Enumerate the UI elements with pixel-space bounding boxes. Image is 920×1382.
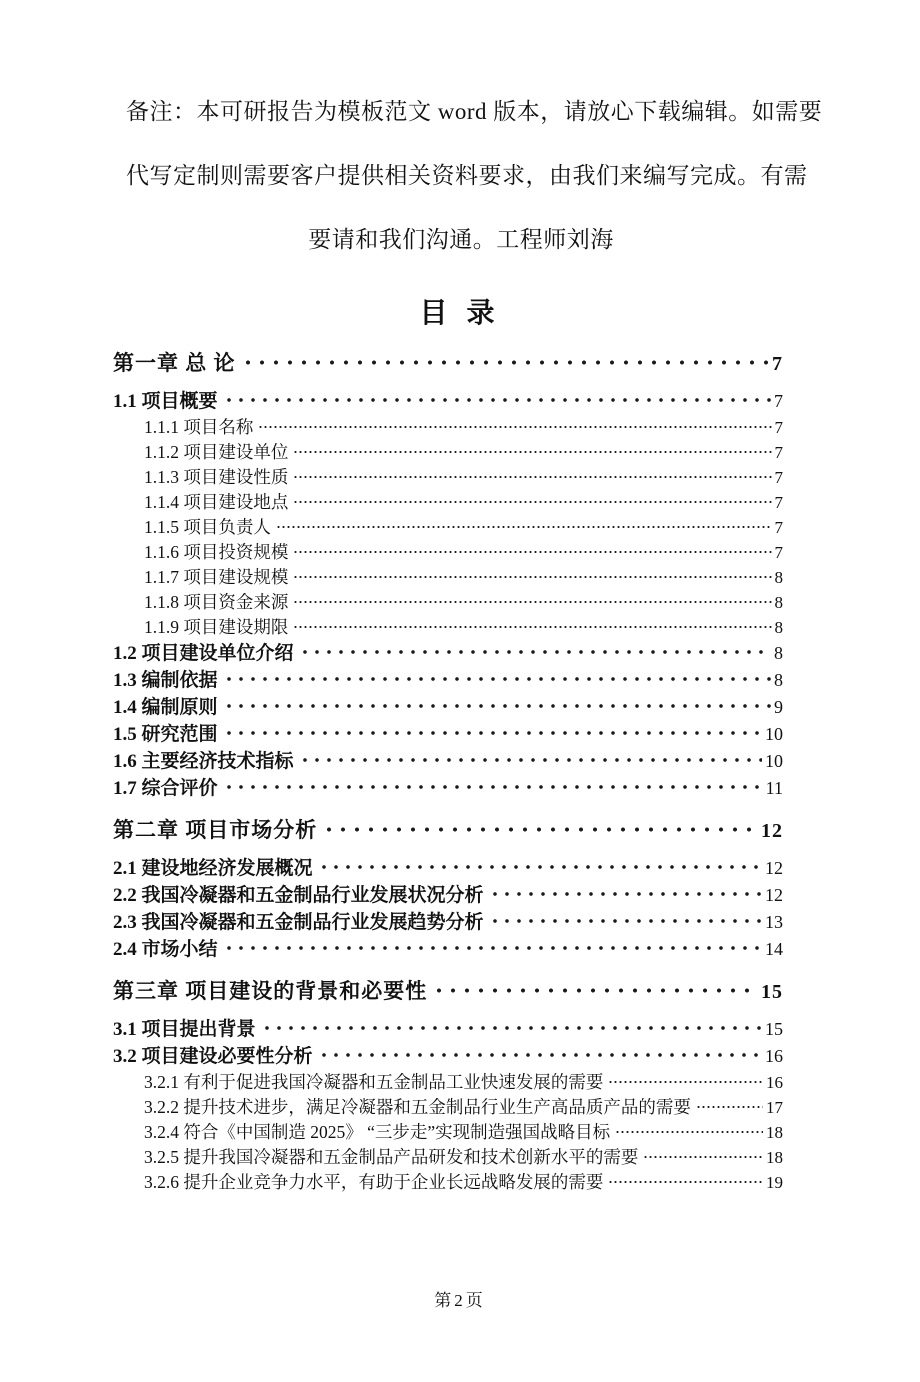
toc-entry-label: 1.1 项目概要 <box>113 391 218 412</box>
toc-entry[interactable] <box>113 1095 783 1120</box>
toc-entry-page: 16 <box>765 1046 783 1066</box>
dot-leader <box>223 676 771 686</box>
dot-leader <box>261 1025 762 1035</box>
dot-leader <box>276 525 772 533</box>
toc-entry-page: 7 <box>774 443 783 462</box>
dot-leader <box>293 450 771 458</box>
toc-chapter-page: 12 <box>761 820 783 842</box>
toc-entry-page: 8 <box>774 618 783 637</box>
toc-entry-page: 17 <box>766 1098 783 1117</box>
dot-leader <box>293 500 771 508</box>
toc-entry-label: 3.1 项目提出背景 <box>113 1019 256 1040</box>
toc-entry-label: 1.1.4 项目建设地点 <box>144 492 289 512</box>
toc-entry-page: 10 <box>765 751 783 771</box>
toc-entry-page: 7 <box>774 518 783 537</box>
toc-chapter-label: 第三章 项目建设的背景和必要性 <box>113 979 428 1003</box>
toc-entry-page: 18 <box>766 1148 783 1167</box>
dot-leader <box>293 600 771 608</box>
dot-leader <box>643 1155 763 1163</box>
toc-entry-label: 1.1.6 项目投资规模 <box>144 542 289 562</box>
toc-entry[interactable] <box>113 388 783 415</box>
toc-chapter[interactable] <box>113 976 783 1007</box>
toc-entry-label: 1.1.2 项目建设单位 <box>144 442 289 462</box>
dot-leader <box>489 891 762 901</box>
toc-chapter[interactable] <box>113 815 783 846</box>
toc-entry-page: 11 <box>765 778 783 798</box>
toc-entry-page: 12 <box>765 885 783 905</box>
toc-entry[interactable] <box>113 775 783 802</box>
toc-entry-label: 2.2 我国冷凝器和五金制品行业发展状况分析 <box>113 885 484 906</box>
toc-entry[interactable] <box>113 855 783 882</box>
toc-entry[interactable] <box>113 694 783 721</box>
dot-leader <box>293 550 771 558</box>
toc-entry-page: 8 <box>774 643 783 663</box>
dot-leader <box>608 1080 763 1088</box>
dot-leader <box>258 425 771 433</box>
toc-entry-page: 8 <box>774 670 783 690</box>
toc-entry[interactable] <box>113 721 783 748</box>
toc-entry-label: 1.1.1 项目名称 <box>144 417 254 437</box>
toc-entry[interactable] <box>113 1170 783 1195</box>
toc-entry-label: 3.2.5 提升我国冷凝器和五金制品产品研发和技术创新水平的需要 <box>144 1147 639 1167</box>
toc-entry-label: 1.1.8 项目资金来源 <box>144 592 289 612</box>
toc-entry[interactable] <box>113 565 783 590</box>
dot-leader <box>293 475 771 483</box>
dot-leader <box>608 1180 763 1188</box>
dot-leader <box>223 397 771 407</box>
toc-entry-page: 15 <box>765 1019 783 1039</box>
toc-entry-label: 1.4 编制原则 <box>113 697 218 718</box>
dot-leader <box>223 703 771 713</box>
dot-leader <box>293 625 771 633</box>
toc-entry-page: 7 <box>774 468 783 487</box>
toc-entry-label: 3.2.6 提升企业竞争力水平，有助于企业长远战略发展的需要 <box>144 1172 604 1192</box>
toc-entry-page: 10 <box>765 724 783 744</box>
toc-chapter-label: 第一章 总 论 <box>113 351 236 375</box>
page-number-label: 第2页 <box>434 1291 486 1310</box>
toc-entry[interactable] <box>113 667 783 694</box>
toc-entry-page: 12 <box>765 858 783 878</box>
toc-entry-page: 7 <box>774 543 783 562</box>
dot-leader <box>223 945 762 955</box>
dot-leader <box>293 575 771 583</box>
toc-entry[interactable] <box>113 415 783 440</box>
toc-entry-page: 14 <box>765 939 783 959</box>
toc-entry[interactable] <box>113 909 783 936</box>
toc-chapter-page: 15 <box>761 981 783 1003</box>
toc-entry[interactable] <box>113 882 783 909</box>
toc-entry-label: 2.4 市场小结 <box>113 939 218 960</box>
toc-entry[interactable] <box>113 1043 783 1070</box>
toc-entry[interactable] <box>113 590 783 615</box>
toc-entry-label: 2.3 我国冷凝器和五金制品行业发展趋势分析 <box>113 912 484 933</box>
toc-entry[interactable] <box>113 440 783 465</box>
toc-title: 目 录 <box>419 298 501 329</box>
toc-entry-label: 3.2.1 有利于促进我国冷凝器和五金制品工业快速发展的需要 <box>144 1072 604 1092</box>
toc-entry-page: 7 <box>774 418 783 437</box>
toc-entry[interactable] <box>113 490 783 515</box>
toc-entry-page: 19 <box>766 1173 783 1192</box>
toc-entry[interactable] <box>113 465 783 490</box>
toc-entry-page: 8 <box>774 593 783 612</box>
toc-entry-label: 1.1.7 项目建设规模 <box>144 567 289 587</box>
page-footer <box>0 1286 920 1311</box>
dot-leader <box>299 757 762 767</box>
toc-entry-label: 1.2 项目建设单位介绍 <box>113 643 294 664</box>
note-paragraph <box>126 80 823 272</box>
toc-entry[interactable] <box>113 1016 783 1043</box>
toc-entry-label: 3.2 项目建设必要性分析 <box>113 1046 313 1067</box>
toc-entry-page: 7 <box>774 391 783 411</box>
dot-leader <box>223 784 763 794</box>
note-line: 要请和我们沟通。工程师刘海 <box>308 227 614 252</box>
toc-entry-label: 1.1.3 项目建设性质 <box>144 467 289 487</box>
toc-entry-label: 1.1.9 项目建设期限 <box>144 617 289 637</box>
toc-chapter-page: 7 <box>772 353 783 375</box>
toc-entry[interactable] <box>113 748 783 775</box>
toc-entry[interactable] <box>113 540 783 565</box>
toc-entry[interactable] <box>113 1145 783 1170</box>
toc-entry[interactable] <box>113 640 783 667</box>
note-line: 代写定制则需要客户提供相关资料要求，由我们来编写完成。有需 <box>126 163 808 188</box>
toc-entry-label: 1.7 综合评价 <box>113 778 218 799</box>
toc-entry-page: 9 <box>774 697 783 717</box>
toc-entry[interactable] <box>113 1070 783 1095</box>
toc-chapter-label: 第二章 项目市场分析 <box>113 818 318 842</box>
toc-entry-label: 1.6 主要经济技术指标 <box>113 751 294 772</box>
table-of-contents <box>113 348 783 1195</box>
dot-leader <box>241 359 770 370</box>
toc-entry[interactable] <box>113 936 783 963</box>
dot-leader <box>318 1052 762 1062</box>
dot-leader <box>615 1130 763 1138</box>
toc-entry-page: 7 <box>774 493 783 512</box>
toc-entry-label: 1.3 编制依据 <box>113 670 218 691</box>
dot-leader <box>432 987 758 998</box>
dot-leader <box>696 1105 763 1113</box>
toc-entry-page: 18 <box>766 1123 783 1142</box>
toc-entry-label: 2.1 建设地经济发展概况 <box>113 858 313 879</box>
toc-entry-page: 13 <box>765 912 783 932</box>
dot-leader <box>223 730 762 740</box>
toc-entry-label: 3.2.4 符合《中国制造 2025》 “三步走”实现制造强国战略目标 <box>144 1122 611 1142</box>
toc-entry-label: 3.2.2 提升技术进步，满足冷凝器和五金制品行业生产高品质产品的需要 <box>144 1097 691 1117</box>
toc-entry-label: 1.1.5 项目负责人 <box>144 517 271 537</box>
toc-chapter[interactable] <box>113 348 783 379</box>
toc-entry-page: 16 <box>766 1073 783 1092</box>
document-page <box>0 80 920 1310</box>
dot-leader <box>299 649 771 659</box>
note-line: 备注：本可研报告为模板范文 word 版本，请放心下载编辑。如需要 <box>126 99 823 124</box>
dot-leader <box>322 826 758 837</box>
toc-entry-label: 1.5 研究范围 <box>113 724 218 745</box>
toc-entry[interactable] <box>113 515 783 540</box>
dot-leader <box>318 864 762 874</box>
toc-entry[interactable] <box>113 615 783 640</box>
dot-leader <box>489 918 762 928</box>
toc-entry[interactable] <box>113 1120 783 1145</box>
toc-entry-page: 8 <box>774 568 783 587</box>
